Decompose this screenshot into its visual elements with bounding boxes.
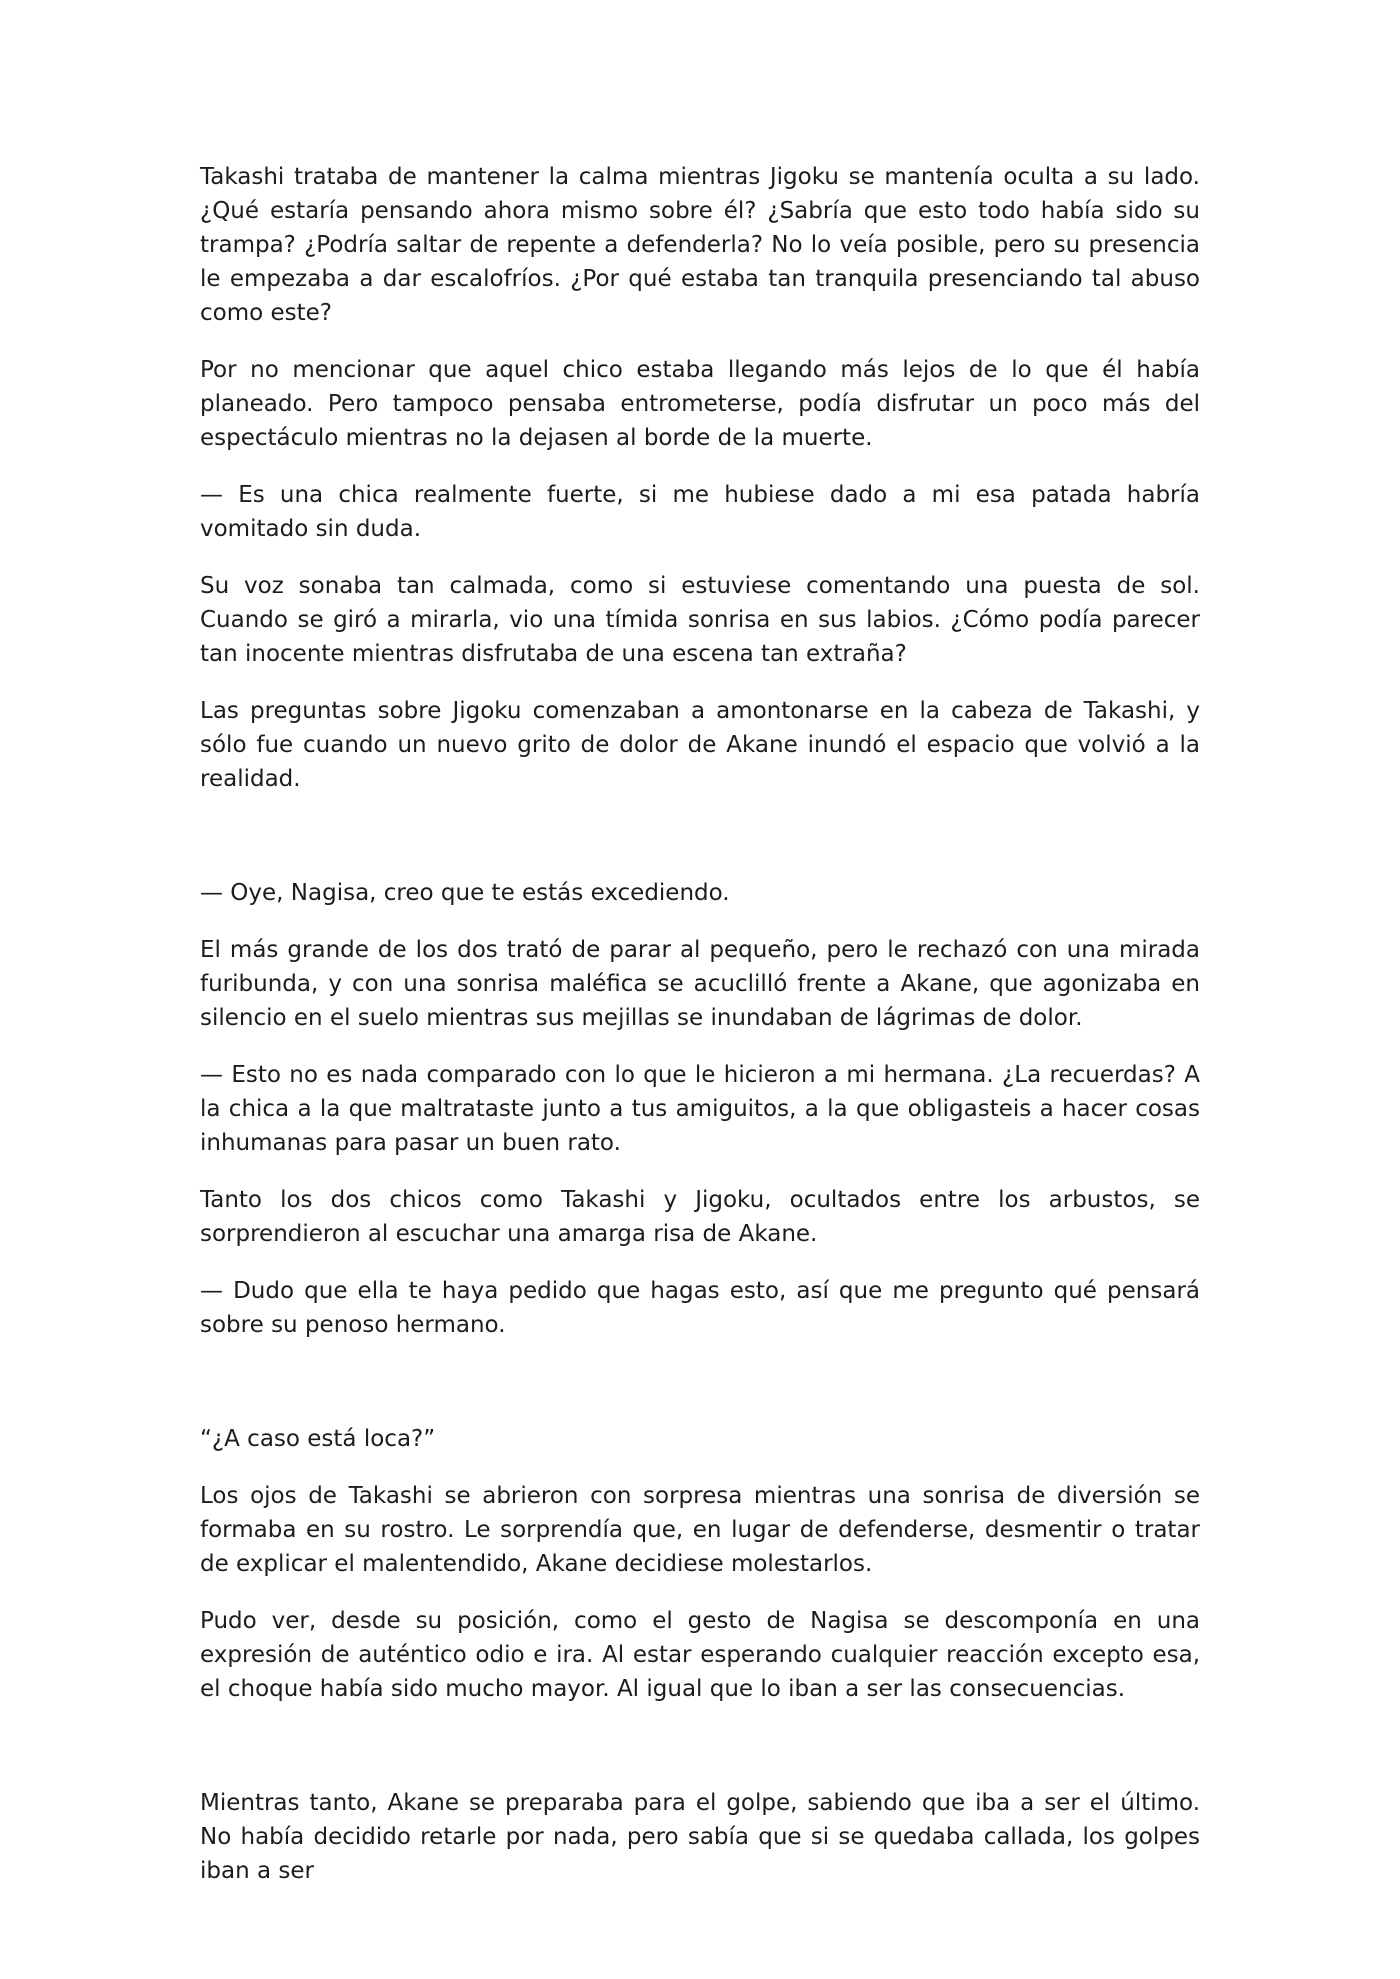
paragraph: Mientras tanto, Akane se preparaba para el golpe, sabiendo que iba a ser el último. No había decidido retarle por nada, pero sabía que si se quedaba callada, los golpes iban a ser	[200, 1790, 1200, 1884]
paragraph: Los ojos de Takashi se abrieron con sorpresa mientras una sonrisa de diversión se formaba en su rostro. Le sorprendía que, en lugar de defenderse, desmentir o tratar de explicar el malentendido, Akane decidiese molestarlos.	[200, 1483, 1200, 1577]
dialogue-paragraph: — Oye, Nagisa, creo que te estás excediendo.	[200, 880, 730, 906]
paragraph: El más grande de los dos trató de parar al pequeño, pero le rechazó con una mirada furibunda, y con una sonrisa maléfica se acuclilló frente a Akane, que agonizaba en silencio en el suelo mientras sus mejillas se inundaban de lágrimas de dolor.	[200, 937, 1200, 1031]
section-break	[200, 1365, 1200, 1422]
dialogue-paragraph: — Esto no es nada comparado con lo que le hicieron a mi hermana. ¿La recuerdas? A la chica a la que maltrataste junto a tus amiguitos, a la que obligasteis a hacer cosas inhumanas para pasar un buen rato.	[200, 1062, 1200, 1156]
thought-paragraph: “¿A caso está loca?”	[200, 1426, 436, 1452]
paragraph: Tanto los dos chicos como Takashi y Jigoku, ocultados entre los arbustos, se sorprendieron al escuchar una amarga risa de Akane.	[200, 1187, 1200, 1247]
body-text	[200, 160, 1200, 1888]
section-break	[200, 1729, 1200, 1786]
dialogue-paragraph: — Dudo que ella te haya pedido que hagas esto, así que me pregunto qué pensará sobre su penoso hermano.	[200, 1278, 1200, 1338]
dialogue-paragraph: — Es una chica realmente fuerte, si me hubiese dado a mi esa patada habría vomitado sin duda.	[200, 482, 1200, 542]
paragraph: Takashi trataba de mantener la calma mientras Jigoku se mantenía oculta a su lado. ¿Qué estaría pensando ahora mismo sobre él? ¿Sabría que esto todo había sido su trampa? ¿Podría saltar de repente a defenderla? No lo veía posible, pero su presencia le empezaba a dar escalofríos. ¿Por qué estaba tan tranquila presenciando tal abuso como este?	[200, 164, 1200, 326]
paragraph: Pudo ver, desde su posición, como el gesto de Nagisa se descomponía en una expresión de auténtico odio e ira. Al estar esperando cualquier reacción excepto esa, el choque había sido mucho mayor. Al igual que lo iban a ser las consecuencias.	[200, 1608, 1200, 1702]
paragraph: Su voz sonaba tan calmada, como si estuviese comentando una puesta de sol. Cuando se giró a mirarla, vio una tímida sonrisa en sus labios. ¿Cómo podía parecer tan inocente mientras disfrutaba de una escena tan extraña?	[200, 573, 1200, 667]
paragraph: Por no mencionar que aquel chico estaba llegando más lejos de lo que él había planeado. Pero tampoco pensaba entrometerse, podía disfrutar un poco más del espectáculo mientras no la dejasen al borde de la muerte.	[200, 357, 1200, 451]
paragraph: Las preguntas sobre Jigoku comenzaban a amontonarse en la cabeza de Takashi, y sólo fue cuando un nuevo grito de dolor de Akane inundó el espacio que volvió a la realidad.	[200, 698, 1200, 792]
section-break	[200, 819, 1200, 876]
